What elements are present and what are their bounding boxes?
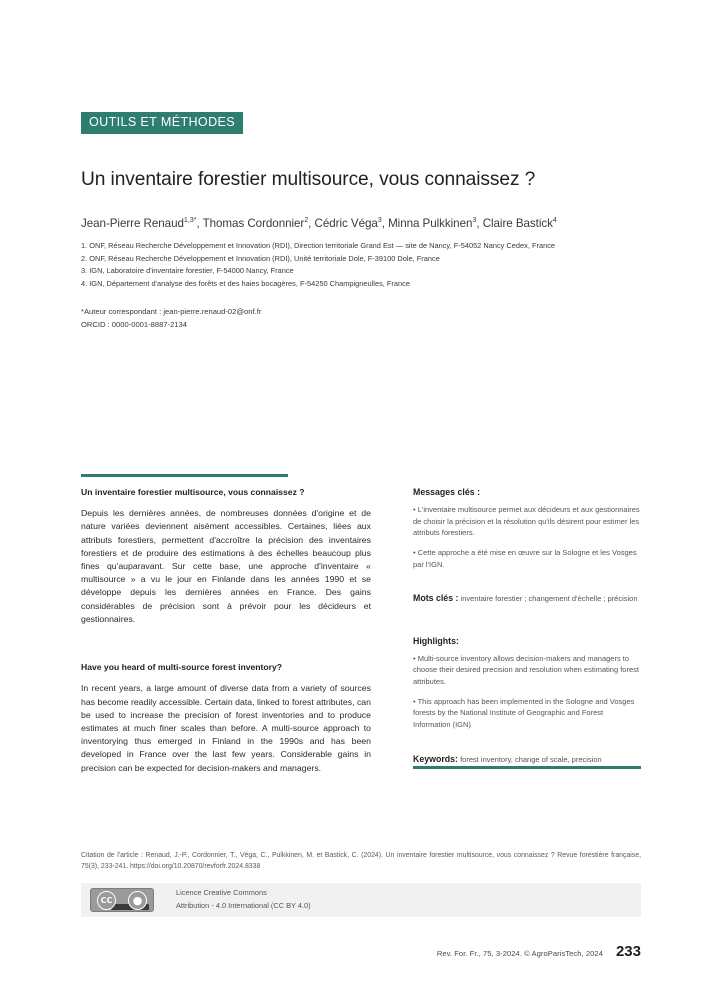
keywords-fr-value: inventaire forestier ; changement d'échelle ; précision — [460, 594, 638, 604]
highlights-gap — [413, 606, 641, 636]
affiliation-item: 4. IGN, Département d'analyse des forêts et des haies bocagères, F-54250 Champigneulles, France — [81, 279, 410, 289]
author-separator: , — [476, 217, 483, 230]
key-message-bullet: • Cette approche a été mise en œuvre sur la Sologne et les Vosges par l'IGN. — [413, 547, 637, 569]
affiliation-item: 3. IGN, Laboratoire d'inventaire forestier, F-54000 Nancy, France — [81, 266, 294, 276]
author-affil-marker: 4 — [552, 215, 557, 225]
author-affil-marker: 1,3* — [183, 215, 197, 225]
orcid-id: ORCID : 0000-0001-8887-2134 — [81, 319, 187, 329]
keywords-en-label: Keywords: — [413, 753, 458, 764]
corresponding-author-email: *Auteur correspondant : jean-pierre.renaud-02@onf.fr — [81, 307, 262, 316]
highlights-bottom-rule — [413, 766, 641, 769]
page-title: Un inventaire forestier multisource, vous connaissez ? — [81, 169, 536, 190]
license-line-2: Attribution - 4.0 International (CC BY 4.0) — [176, 901, 311, 910]
abstract-top-rule — [81, 474, 288, 477]
key-messages-heading: Messages clés : — [413, 487, 480, 497]
cc-circle-icon: CC — [97, 891, 116, 910]
author-affil-marker: 3 — [472, 215, 477, 225]
affiliation-item: 2. ONF, Réseau Recherche Développement et Innovation (RDI), Unité territoriale Dole, F-39100 Dole, France — [81, 253, 440, 263]
author-separator: , — [381, 217, 389, 230]
author-name: Claire Bastick — [482, 217, 553, 230]
corresponding-author-block — [81, 306, 501, 331]
section-banner: OUTILS ET MÉTHODES — [81, 112, 243, 134]
abstract-gap — [81, 626, 371, 662]
author-name: Thomas Cordonnier — [202, 217, 305, 230]
key-messages-column — [413, 487, 641, 766]
author-separator: , — [196, 217, 203, 230]
cc-by-person-icon: ● — [128, 891, 147, 910]
footer-journal-meta: Rev. For. Fr., 75, 3-2024. © AgroParisTech, 2024 — [436, 949, 603, 958]
abstract-en-body: In recent years, a large amount of diverse data from a variety of sources has become readily accessible. Certain data, linked to forest attributes, can be used to increase the precision of forest inventories and to produce estimates at much finer scales than before. A multi-source approach to inventorying thus emerged in Finland in the 1990s and has been developed in France over the last few years. Considerable gains in precision can be expected for decision-makers and managers. — [81, 683, 371, 773]
highlights-heading: Highlights: — [413, 635, 459, 646]
author-name: Jean-Pierre Renaud — [81, 217, 184, 230]
keywords-fr — [413, 592, 641, 606]
citation-block: Citation de l'article : Renaud, J.-P., Cordonnier, T., Véga, C., Pulkkinen, M. et Bastick, C. (2024). Un inventaire forestier multisource, vous connaissez ? Revue forestière française, 75(3), 233-241. https://doi.org/10.20870/revforfr.2024.8338 — [81, 852, 641, 871]
author-list — [81, 216, 656, 231]
abstract-fr-heading: Un inventaire forestier multisource, vous connaissez ? — [81, 487, 305, 497]
author-separator: , — [308, 217, 315, 230]
keywords-en — [413, 753, 641, 767]
affiliation-list — [81, 240, 656, 291]
keywords-en-value: forest inventory, change of scale, precision — [460, 754, 602, 764]
license-text — [176, 887, 311, 913]
keywords-en-gap — [413, 731, 641, 753]
page-footer — [437, 943, 641, 960]
author-affil-marker: 3 — [377, 215, 382, 225]
keywords-fr-label: Mots clés : — [413, 593, 459, 604]
key-message-bullet: • L'inventaire multisource permet aux décideurs et aux gestionnaires de choisir la précision et la résolution qu'ils désirent pour estimer les attributs forestiers. — [413, 505, 640, 538]
page-number: 233 — [615, 943, 641, 960]
author-name: Minna Pulkkinen — [388, 217, 473, 230]
abstract-column — [81, 487, 371, 775]
creative-commons-icon — [90, 888, 154, 912]
license-line-1: Licence Creative Commons — [176, 888, 267, 898]
highlight-bullet: • This approach has been implemented in the Sologne and Vosges forests by the National Institute of Geographic and Forest Information (IGN) — [413, 696, 635, 729]
abstract-en-heading: Have you heard of multi-source forest inventory? — [81, 662, 283, 673]
affiliation-item: 1. ONF, Réseau Recherche Développement et Innovation (RDI), Direction territoriale Grand Est — site de Nancy, F-54052 Nancy Cedex, France — [81, 241, 556, 250]
license-block — [81, 883, 641, 917]
keywords-gap — [413, 570, 641, 592]
author-affil-marker: 2 — [304, 215, 309, 225]
abstract-fr-body: Depuis les dernières années, de nombreuses données d'origine et de nature variées deviennent aisément accessibles. Certaines, liées aux attributs forestiers, permettent d'accroître la précision des inventaires forestiers et de produire des estimations à des échelles beaucoup plus fines qu'auparavant. Sur cette base, une approche d'inventaire « multisource » a vu le jour en Finlande dans les années 1990 et se développe depuis les dernières années en France. Des gains considérables de précision sont à prévoir pour les décideurs et gestionnaires. — [81, 508, 371, 624]
highlight-bullet: • Multi-source inventory allows decision-makers and managers to choose their desired precision and resolution when estimating forest attributes. — [413, 653, 639, 686]
author-name: Cédric Véga — [314, 217, 378, 230]
